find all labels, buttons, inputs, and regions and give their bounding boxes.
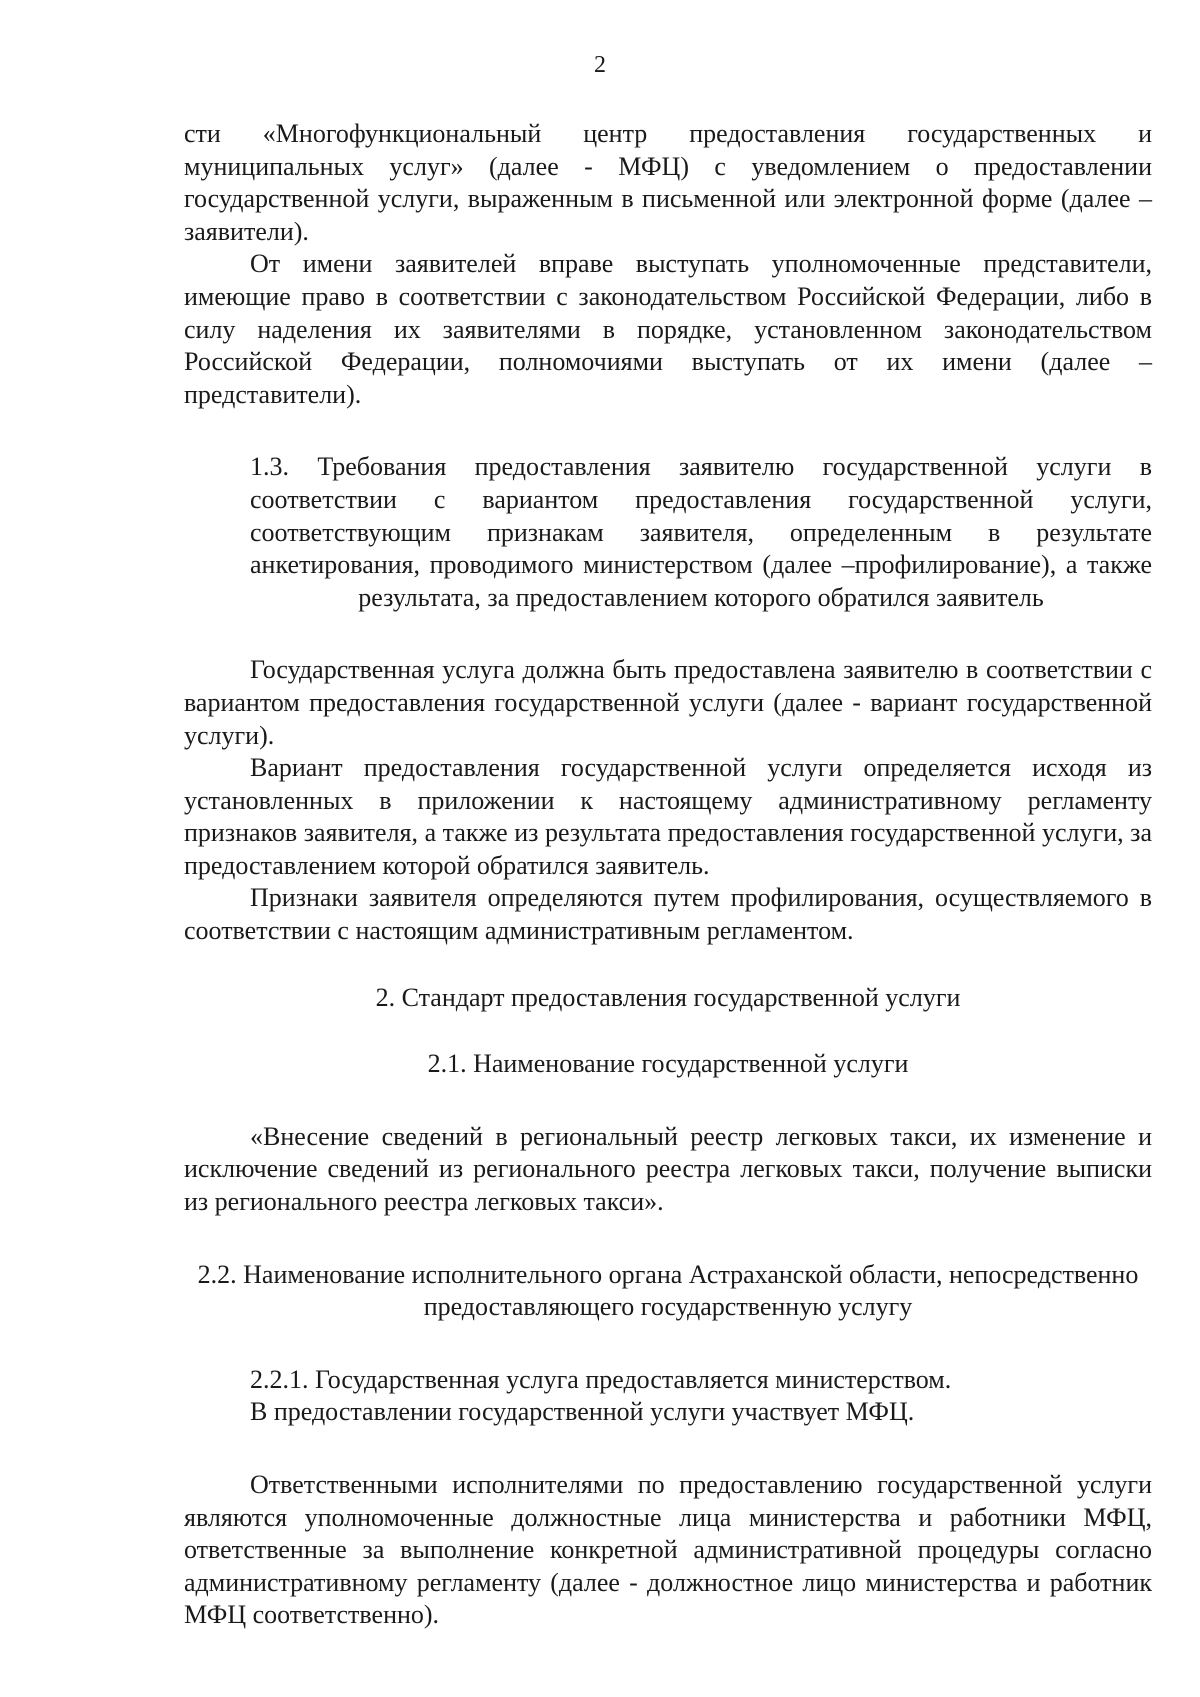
paragraph-responsible-officers: Ответственными исполнителями по предоставлению государственной услуги являются уполномоченные должностные лица министерства и работники МФЦ, ответственные за выполнение конкретной административной процедуры согласно административному регламенту (далее - должностное лицо министерства и работник МФЦ соответственно).	[184, 1470, 1152, 1630]
paragraph-applicant-attributes: Признаки заявителя определяются путем профилирования, осуществляемого в соответствии с настоящим административным регламентом.	[184, 883, 1152, 946]
document-body	[184, 118, 1152, 1632]
paragraph-mfc-participates: В предоставлении государственной услуги участвует МФЦ.	[250, 1397, 915, 1427]
section-heading-2: 2. Стандарт предоставления государственной услуги	[375, 982, 961, 1012]
paragraph-service-variant: Государственная услуга должна быть предоставлена заявителю в соответствии с вариантом предоставления государственной услуги (далее - вариант государственной услуги).	[184, 655, 1152, 750]
section-heading-2-2: 2.2. Наименование исполнительного органа Астраханской области, непосредственно предоставляющего государственную услугу	[197, 1259, 1139, 1322]
paragraph-applicants-continued: сти «Многофункциональный центр предоставления государственных и муниципальных услуг» (далее - МФЦ) с уведомлением о предоставлении государственной услуги, выраженным в письменной или электронной форме (далее – заявители).	[184, 119, 1152, 246]
paragraph-provided-by-ministry: 2.2.1. Государственная услуга предоставляется министерством.	[250, 1364, 952, 1394]
paragraph-representatives: От имени заявителей вправе выступать уполномоченные представители, имеющие право в соответствии с законодательством Российской Федерации, либо в силу наделения их заявителями в порядке, установленном законодательством Российской Федерации, полномочиями выступать от их имени (далее – представители).	[184, 249, 1152, 409]
page-number: 2	[594, 52, 606, 78]
paragraph-service-name: «Внесение сведений в региональный реестр легковых такси, их изменение и исключение сведений из регионального реестра легковых такси, получение выписки из регионального реестра легковых такси».	[184, 1121, 1152, 1217]
section-heading-1-3: 1.3. Требования предоставления заявителю государственной услуги в соответствии с вариантом предоставления государственной услуги, соответствующим признакам заявителя, определенным в результате анкетирования, проводимого министерством (далее –профилирование), а также результата, за предоставлением которого обратился заявитель	[250, 452, 1152, 612]
paragraph-variant-determination: Вариант предоставления государственной услуги определяется исходя из установленных в приложении к настоящему административному регламенту признаков заявителя, а также из результата предоставления государственной услуги, за предоставлением которой обратился заявитель.	[184, 753, 1152, 880]
section-heading-2-1: 2.1. Наименование государственной услуги	[427, 1049, 909, 1079]
